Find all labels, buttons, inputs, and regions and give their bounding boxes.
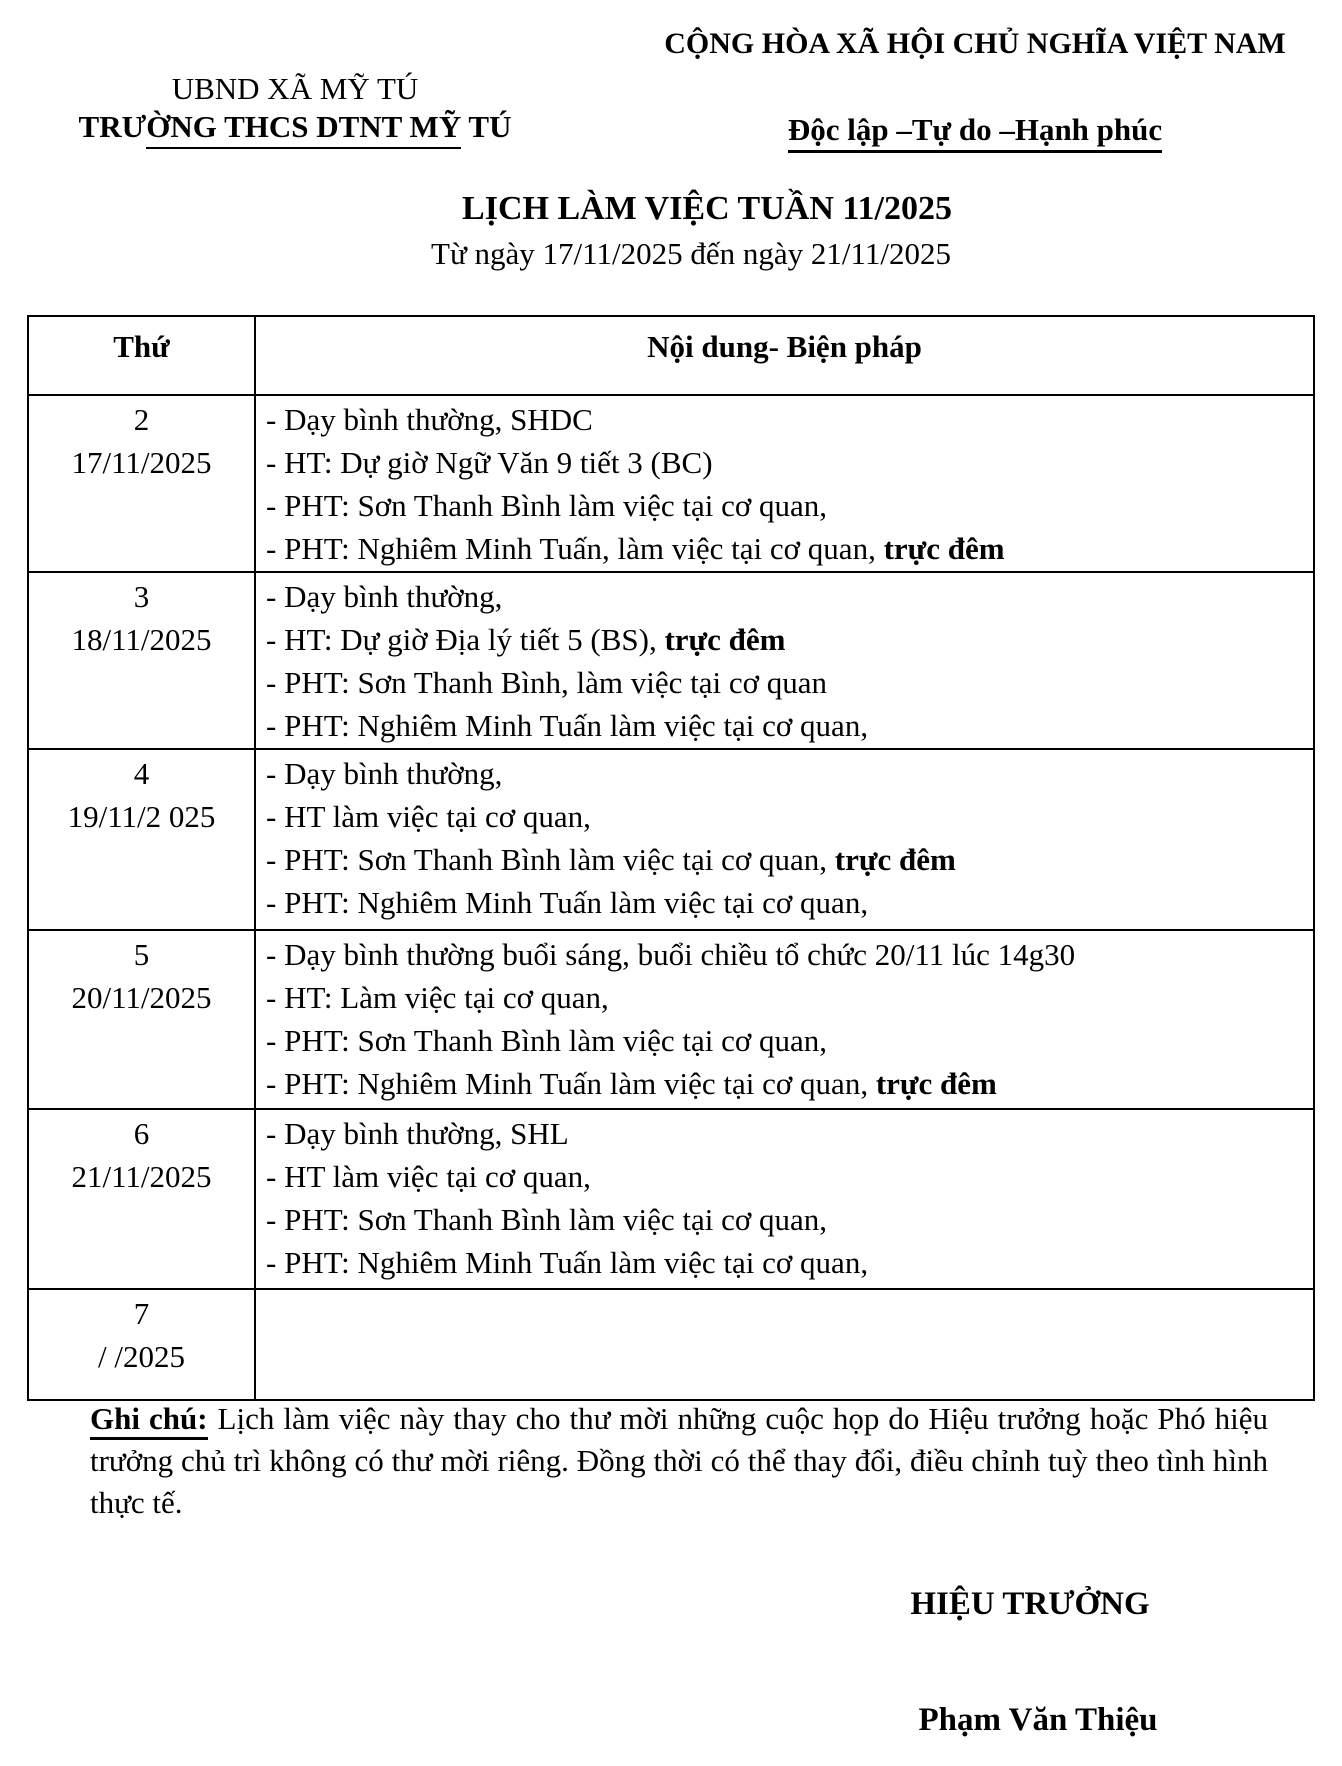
schedule-table-body [28, 395, 1314, 1400]
national-motto: Độc lập –Tự do –Hạnh phúc [788, 112, 1162, 153]
day-number: 5 [133, 937, 150, 972]
header-row [28, 316, 1314, 395]
schedule-line [266, 575, 1305, 618]
schedule-line [266, 1155, 1305, 1198]
schedule-line [266, 441, 1305, 484]
schedule-line [266, 1112, 1305, 1155]
day-number: 2 [133, 402, 150, 437]
text: - PHT: Nghiêm Minh Tuấn làm việc tại cơ quan, [266, 1066, 876, 1101]
bold-text: trực đêm [834, 842, 956, 877]
text: - HT làm việc tại cơ quan, [266, 799, 591, 834]
schedule-table [27, 315, 1315, 1401]
content-cell [255, 1109, 1314, 1289]
day-number: 7 [133, 1296, 150, 1331]
school-name-underlined: ỜNG THCS DTNT MỸ [146, 109, 461, 149]
text: - PHT: Sơn Thanh Bình làm việc tại cơ quan, [266, 842, 835, 877]
table-row [28, 1109, 1314, 1289]
schedule-line [266, 881, 1305, 924]
text: - PHT: Nghiêm Minh Tuấn làm việc tại cơ quan, [266, 885, 869, 920]
text: - Dạy bình thường, [266, 579, 503, 614]
content-cell [255, 930, 1314, 1109]
schedule-line [266, 1062, 1305, 1105]
note-label: Ghi chú: [90, 1401, 208, 1440]
schedule-line [266, 661, 1305, 704]
signature-title: HIỆU TRƯỞNG [910, 1586, 1150, 1622]
text: - HT làm việc tại cơ quan, [266, 1159, 591, 1194]
day-cell [28, 572, 255, 749]
day-cell [28, 1109, 255, 1289]
text: - PHT: Sơn Thanh Bình làm việc tại cơ quan, [266, 1023, 828, 1058]
schedule-line [266, 1241, 1305, 1284]
day-number: 3 [133, 579, 150, 614]
content-cell [255, 1289, 1314, 1400]
schedule-line [266, 933, 1305, 976]
table-row [28, 930, 1314, 1109]
schedule-line [266, 484, 1305, 527]
schedule-line [266, 838, 1305, 881]
text: - Dạy bình thường buổi sáng, buổi chiều tổ chức 20/11 lúc 14g30 [266, 937, 1076, 972]
bold-text: trực đêm [883, 531, 1005, 566]
schedule-line [266, 398, 1305, 441]
bold-text: trực đêm [664, 622, 786, 657]
day-date: 19/11/2 025 [67, 799, 216, 834]
table-row [28, 572, 1314, 749]
note-paragraph [90, 1398, 1268, 1524]
text: - PHT: Sơn Thanh Bình, làm việc tại cơ quan [266, 665, 828, 700]
content-cell [255, 749, 1314, 930]
day-date: 18/11/2025 [71, 622, 212, 657]
document-subtitle: Từ ngày 17/11/2025 đến ngày 21/11/2025 [431, 236, 951, 271]
schedule-line [266, 752, 1305, 795]
school-name-suffix: TÚ [461, 109, 512, 144]
day-cell [28, 1289, 255, 1400]
day-date: / /2025 [98, 1339, 185, 1374]
text: - PHT: Sơn Thanh Bình làm việc tại cơ quan, [266, 488, 828, 523]
bold-text: trực đêm [875, 1066, 997, 1101]
text: - HT: Dự giờ Địa lý tiết 5 (BS), [266, 622, 665, 657]
column-header-day: Thứ [28, 316, 255, 395]
table-row [28, 1289, 1314, 1400]
header-left [60, 70, 530, 146]
schedule-line [266, 704, 1305, 747]
text: - HT: Dự giờ Ngữ Văn 9 tiết 3 (BC) [266, 445, 713, 480]
day-cell [28, 930, 255, 1109]
school-name-prefix: TRƯ [78, 109, 147, 144]
day-cell [28, 749, 255, 930]
text: - PHT: Sơn Thanh Bình làm việc tại cơ quan, [266, 1202, 828, 1237]
schedule-line [266, 976, 1305, 1019]
schedule-line [266, 1019, 1305, 1062]
day-number: 6 [133, 1116, 150, 1151]
schedule-line [266, 1198, 1305, 1241]
text: - HT: Làm việc tại cơ quan, [266, 980, 609, 1015]
table-row [28, 749, 1314, 930]
schedule-line [266, 795, 1305, 838]
header-right [630, 26, 1320, 153]
schedule-line [266, 527, 1305, 570]
text: - PHT: Nghiêm Minh Tuấn làm việc tại cơ quan, [266, 1245, 869, 1280]
day-number: 4 [133, 756, 150, 791]
signature-name: Phạm Văn Thiệu [918, 1702, 1158, 1738]
text: - Dạy bình thường, SHDC [266, 402, 593, 437]
day-date: 20/11/2025 [71, 980, 212, 1015]
schedule-line [266, 618, 1305, 661]
day-date: 17/11/2025 [71, 445, 212, 480]
school-name [60, 108, 530, 146]
day-date: 21/11/2025 [71, 1159, 212, 1194]
column-header-content: Nội dung- Biện pháp [255, 316, 1314, 395]
content-cell [255, 572, 1314, 749]
issuing-authority: UBND XÃ MỸ TÚ [171, 71, 419, 106]
text: - PHT: Nghiêm Minh Tuấn làm việc tại cơ quan, [266, 708, 869, 743]
content-cell [255, 395, 1314, 572]
text: - Dạy bình thường, [266, 756, 503, 791]
note-text: Lịch làm việc này thay cho thư mời những cuộc họp do Hiệu trưởng hoặc Phó hiệu trưởng chủ trì không có thư mời riêng. Đồng thời có thể thay đổi, điều chỉnh tuỳ theo tình hình thực tế. [90, 1401, 1268, 1520]
text: - PHT: Nghiêm Minh Tuấn, làm việc tại cơ quan, [266, 531, 884, 566]
national-header: CỘNG HÒA XÃ HỘI CHỦ NGHĨA VIỆT NAM [664, 27, 1286, 60]
table-row [28, 395, 1314, 572]
day-cell [28, 395, 255, 572]
text: - Dạy bình thường, SHL [266, 1116, 569, 1151]
document-title: LỊCH LÀM VIỆC TUẦN 11/2025 [462, 190, 952, 227]
